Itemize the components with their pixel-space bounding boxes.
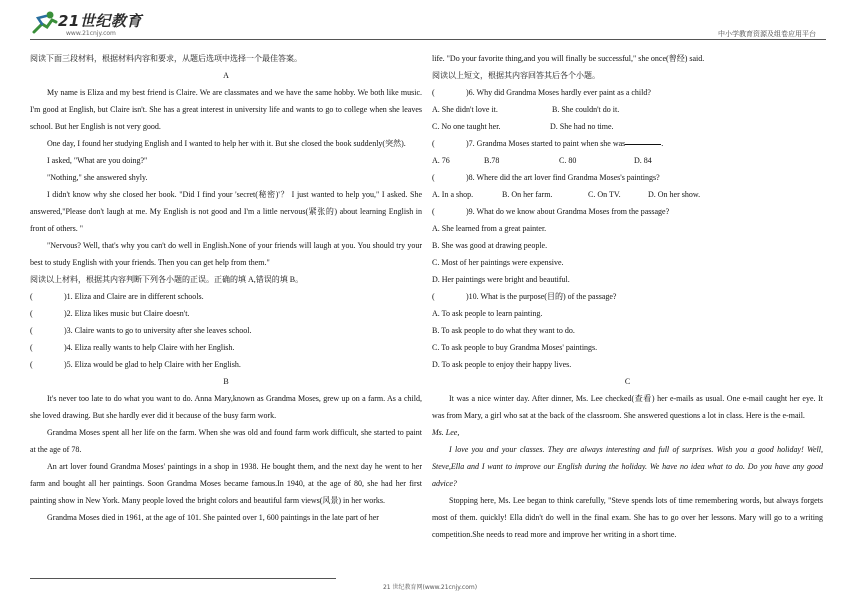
email-body: I love you and your classes. They are always interesting and full of surprises. Wish you a good holiday! Well, Steve,Ella and I want to improve our English during the holiday. We have no idea what to do. Do you have any good advice? xyxy=(432,445,823,488)
paragraph-b3: An art lover found Grandma Moses' paintings in a shop in 1938. He bought them, and the next day he went to her farm and bought all her paintings. Soon Grandma Moses became famous.In 1940, at the age of 80, she had her first painting show in New York. Many people loved the bright colors and beautiful farm views(风景) in her works. xyxy=(30,462,422,505)
section-b-heading: B xyxy=(223,377,229,386)
paragraph-a1: My name is Eliza and my best friend is Claire. We are classmates and we have the same hobby. We both like music. I'm good at English, but Claire isn't. She has a great interest in university life and wants to go to college when she leaves school. But her English is not very good. xyxy=(30,88,422,131)
question-text: )1. Eliza and Claire are in different schools. xyxy=(64,292,204,301)
paragraph-c1: It was a nice winter day. After dinner, Ms. Lee checked(查看) her e-mails as usual. One e-mail caught her eye. It was from Mary, a girl who sat at the back of the classroom. She answered questions a lot in class. Here is the e-mail. xyxy=(432,394,823,420)
option-d: D. To ask people to enjoy their happy lives. xyxy=(432,360,572,369)
page-footer: 21 世纪教育网(www.21cnjy.com) xyxy=(382,584,478,591)
question-6: ( )6. Why did Grandma Moses hardly ever paint as a child? xyxy=(432,84,823,101)
option-c: C. No one taught her. xyxy=(432,122,501,131)
question-8-options xyxy=(432,186,823,203)
question-10: ( )10. What is the purpose(目的) of the passage? xyxy=(432,288,823,305)
paragraph-b2: Grandma Moses spent all her life on the farm. When she was old and found farm work difficult, she started to paint at the age of 78. xyxy=(30,428,422,454)
page-header xyxy=(0,0,860,44)
option-b: B.78 xyxy=(484,156,500,165)
paragraph-b1: It's never too late to do what you want to do. Anna Mary,known as Grandma Moses, grew up on a farm. As a child, she loved drawing. But she hardly ever did it because of the busy farm work. xyxy=(30,394,422,420)
option-b: B. She couldn't do it. xyxy=(552,105,620,114)
question-1: ( )1. Eliza and Claire are in different schools. xyxy=(30,288,422,305)
paragraph-a5: I didn't know why she closed her book. "Did I find your 'secret(秘密)'？ I just wanted to help you," I asked. She answered,"Please don't laugh at me. My English is not good and I'm a little nervous(紧张的) about learning English in front of others. " xyxy=(30,190,422,233)
question-text: )4. Eliza really wants to help Claire with her English. xyxy=(64,343,235,352)
option-d: D. She had no time. xyxy=(550,122,614,131)
question-7-options xyxy=(432,152,823,169)
question-5: ( )5. Eliza would be glad to help Claire with her English. xyxy=(30,356,422,373)
question-text: )2. Eliza likes music but Claire doesn't. xyxy=(64,309,190,318)
question-2: ( )2. Eliza likes music but Claire doesn't. xyxy=(30,305,422,322)
question-6-options-2 xyxy=(432,118,823,135)
option-b: B. To ask people to do what they want to do. xyxy=(432,326,575,335)
option-d: D. 84 xyxy=(634,156,652,165)
header-divider xyxy=(30,39,826,40)
footer-divider xyxy=(30,578,336,579)
section-a-heading: A xyxy=(223,71,229,80)
instruction: 阅读下面三段材料，根据材料内容和要求，从题后选项中选择一个最佳答案。 xyxy=(30,54,302,63)
tf-instruction: 阅读以上材料，根据其内容判断下列各小题的正误。正确的填 A,错误的填 B。 xyxy=(30,275,304,284)
right-column xyxy=(432,50,823,543)
paragraph-c2: Stopping here, Ms. Lee began to think carefully, "Steve spends lots of time remembering words, but always forgets most of them. quickly! Ella didn't do well in the final exam. She has to go over her lessons. Mary will go to a writing competition.She needs to read more and improve her writing in a short time. xyxy=(432,496,823,539)
option-d: D. On her show. xyxy=(648,190,701,199)
logo-url: www.21cnjy.com xyxy=(66,30,116,37)
option-c: C. On TV. xyxy=(588,190,621,199)
option-a: A. 76 xyxy=(432,156,450,165)
mc-instruction: 阅读以上短文，根据其内容回答其后各个小题。 xyxy=(432,71,600,80)
email-salutation: Ms. Lee, xyxy=(432,428,460,437)
question-8: ( )8. Where did the art lover find Grandma Moses's paintings? xyxy=(432,169,823,186)
question-9: ( )9. What do we know about Grandma Moses from the passage? xyxy=(432,203,823,220)
site-logo xyxy=(30,8,155,42)
question-7: ( )7. Grandma Moses started to paint when she was . xyxy=(432,135,823,152)
question-text: )10. What is the purpose(目的) of the passage? xyxy=(466,292,617,301)
question-6-options xyxy=(432,101,823,118)
paragraph-b-end: life. "Do your favorite thing,and you will finally be successful," she once(曾经) said. xyxy=(432,54,705,63)
question-3: ( )3. Claire wants to go to university after she leaves school. xyxy=(30,322,422,339)
paragraph-a3: I asked, "What are you doing?" xyxy=(47,156,148,165)
option-c: C. Most of her paintings were expensive. xyxy=(432,258,564,267)
answer-blank xyxy=(625,135,661,145)
question-4: ( )4. Eliza really wants to help Claire with her English. xyxy=(30,339,422,356)
option-a: A. She learned from a great painter. xyxy=(432,224,547,233)
platform-name: 中小学教育资源及组卷应用平台 xyxy=(718,30,816,38)
left-column xyxy=(30,50,422,526)
section-c-heading: C xyxy=(624,377,631,386)
paragraph-a6: "Nervous? Well, that's why you can't do well in English.None of your friends will laugh at you. You should try your best to study English with your friends. Then you can get help from them." xyxy=(30,241,422,267)
question-text: )9. What do we know about Grandma Moses from the passage? xyxy=(466,207,670,216)
logo-text: 21世纪教育 xyxy=(58,12,142,30)
option-d: D. Her paintings were bright and beautiful. xyxy=(432,275,570,284)
option-c: C. To ask people to buy Grandma Moses' paintings. xyxy=(432,343,598,352)
option-a: A. To ask people to learn painting. xyxy=(432,309,543,318)
question-text: )7. Grandma Moses started to paint when she was xyxy=(466,139,626,148)
paragraph-a4: "Nothing," she answered shyly. xyxy=(47,173,148,182)
option-b: B. On her farm. xyxy=(502,190,553,199)
option-a: A. In a shop. xyxy=(432,190,474,199)
question-text: )5. Eliza would be glad to help Claire with her English. xyxy=(64,360,241,369)
paragraph-b4: Grandma Moses died in 1961, at the age of 101. She painted over 1, 600 paintings in the late part of her xyxy=(47,513,379,522)
runner-logo-icon xyxy=(30,10,60,36)
paragraph-a2: One day, I found her studying English and I wanted to help her with it. But she closed the book suddenly(突然). xyxy=(47,139,406,148)
option-c: C. 80 xyxy=(559,156,577,165)
option-a: A. She didn't love it. xyxy=(432,105,498,114)
option-b: B. She was good at drawing people. xyxy=(432,241,548,250)
question-text: )8. Where did the art lover find Grandma Moses's paintings? xyxy=(466,173,660,182)
question-text: )3. Claire wants to go to university after she leaves school. xyxy=(64,326,252,335)
question-text: )6. Why did Grandma Moses hardly ever paint as a child? xyxy=(466,88,651,97)
